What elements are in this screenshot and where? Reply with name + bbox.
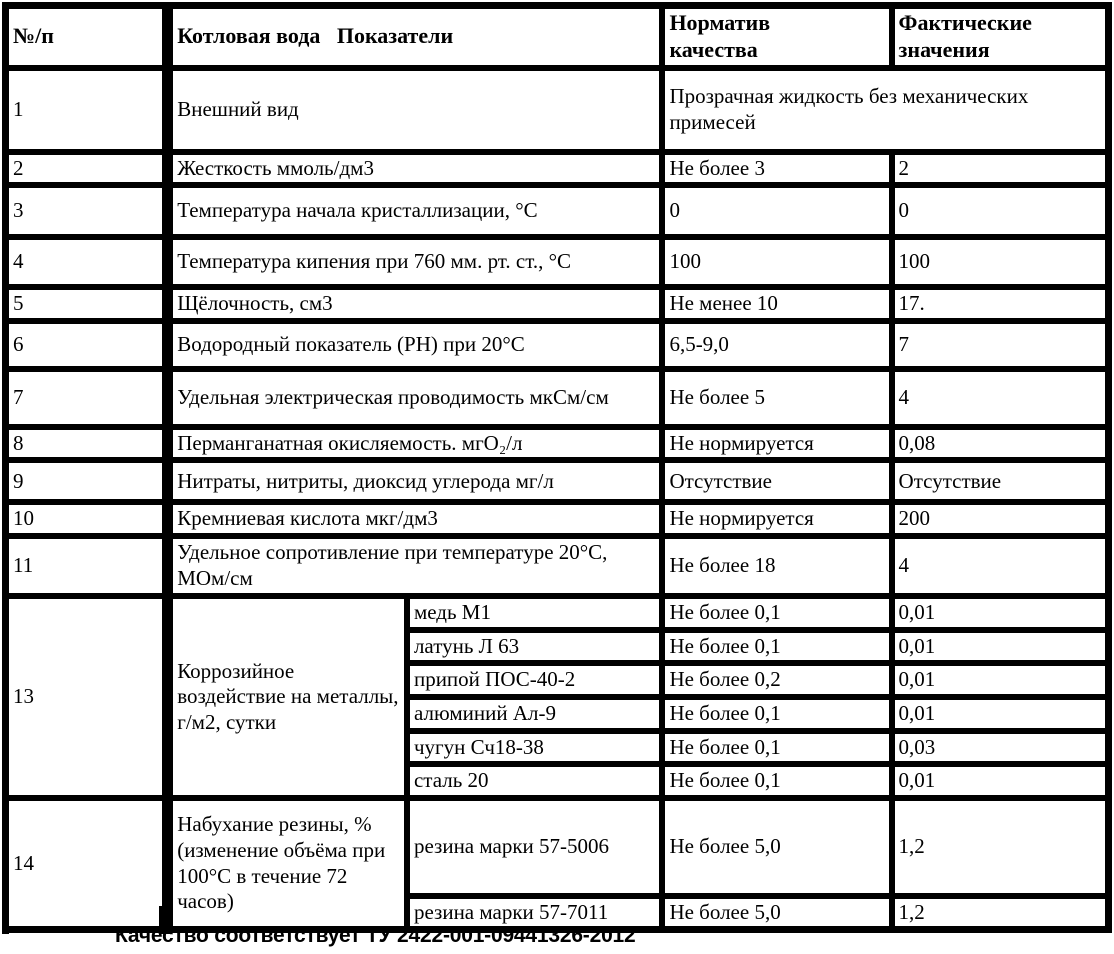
actual-value: 7 [892, 321, 1109, 369]
table-row [6, 536, 1109, 596]
table-row [6, 460, 1109, 502]
row-number: 11 [6, 536, 168, 596]
header-number-column: №/п [6, 6, 168, 68]
table-row [6, 427, 1109, 461]
header-actual-column: Фактические значения [892, 6, 1109, 68]
actual-value: 200 [892, 502, 1109, 536]
indicator-name: Кремниевая кислота мкг/дм3 [168, 502, 663, 536]
table-row [6, 321, 1109, 369]
water-quality-table [2, 2, 1112, 933]
actual-value: 1,2 [892, 896, 1109, 930]
indicator-name: Удельная электрическая проводимость мкСм/см [168, 369, 663, 427]
material-name: чугун Сч18-38 [407, 731, 662, 765]
table-row [6, 369, 1109, 427]
actual-value: Отсутствие [892, 460, 1109, 502]
material-name: латунь Л 63 [407, 630, 662, 664]
quality-norm: 0 [662, 185, 891, 237]
quality-norm: Не нормируется [662, 502, 891, 536]
material-name: медь М1 [407, 596, 662, 630]
row-number: 8 [6, 427, 168, 461]
actual-value: 100 [892, 237, 1109, 287]
quality-norm: Отсутствие [662, 460, 891, 502]
table-row [6, 798, 1109, 896]
row-number: 6 [6, 321, 168, 369]
row-number: 7 [6, 369, 168, 427]
quality-norm: 6,5-9,0 [662, 321, 891, 369]
conformity-note: Качество соответствует ТУ 2422-001-09441326-2012 [115, 924, 636, 947]
actual-value: 2 [892, 152, 1109, 186]
material-name: алюминий Ал-9 [407, 697, 662, 731]
row-number: 13 [6, 596, 168, 798]
indicator-name: Нитраты, нитриты, диоксид углерода мг/л [168, 460, 663, 502]
quality-norm: Не более 0,1 [662, 630, 891, 664]
quality-norm: Не более 0,2 [662, 663, 891, 697]
result-text: Прозрачная жидкость без механических примесей [662, 68, 1108, 152]
actual-value: 0,01 [892, 663, 1109, 697]
actual-value: 0 [892, 185, 1109, 237]
quality-norm: Не более 18 [662, 536, 891, 596]
row-number: 10 [6, 502, 168, 536]
header-indicators-column: Котловая вода Показатели [168, 6, 663, 68]
material-name: резина марки 57-5006 [407, 798, 662, 896]
row-number: 5 [6, 287, 168, 321]
actual-value: 0,08 [892, 427, 1109, 461]
actual-value: 1,2 [892, 798, 1109, 896]
actual-value: 17. [892, 287, 1109, 321]
material-name: припой ПОС-40-2 [407, 663, 662, 697]
table-row [6, 237, 1109, 287]
quality-norm: Не более 0,1 [662, 596, 891, 630]
indicator-group-label: Коррозийное воздействие на металлы, г/м2, сутки [168, 596, 407, 798]
quality-norm: Не нормируется [662, 427, 891, 461]
row-number: 9 [6, 460, 168, 502]
material-name: резина марки 57-7011 [407, 896, 662, 930]
material-name: сталь 20 [407, 764, 662, 798]
indicator-name: Удельное сопротивление при температуре 20°С, МОм/см [168, 536, 663, 596]
table-row [6, 152, 1109, 186]
row-number: 2 [6, 152, 168, 186]
indicator-name: Перманганатная окисляемость. мгО₂/л [168, 427, 663, 461]
actual-value: 0,01 [892, 697, 1109, 731]
table-header-row [6, 6, 1109, 68]
table-row [6, 287, 1109, 321]
table-row [6, 185, 1109, 237]
header-norm-column: Норматив качества [662, 6, 891, 68]
indicator-group-label: Набухание резины, % (изменение объёма при 100°С в течение 72 часов) [168, 798, 407, 930]
row-number: 14 [6, 798, 168, 930]
indicator-name: Внешний вид [168, 68, 663, 152]
quality-norm: Не более 0,1 [662, 731, 891, 765]
actual-value: 4 [892, 369, 1109, 427]
actual-value: 0,01 [892, 596, 1109, 630]
actual-value: 0,01 [892, 630, 1109, 664]
quality-norm: 100 [662, 237, 891, 287]
row-number: 3 [6, 185, 168, 237]
quality-norm: Не более 0,1 [662, 697, 891, 731]
table-row [6, 68, 1109, 152]
quality-norm: Не более 5,0 [662, 896, 891, 930]
row-number: 4 [6, 237, 168, 287]
quality-norm: Не более 5 [662, 369, 891, 427]
indicator-name: Щёлочность, см3 [168, 287, 663, 321]
quality-norm: Не более 3 [662, 152, 891, 186]
quality-norm: Не более 0,1 [662, 764, 891, 798]
actual-value: 4 [892, 536, 1109, 596]
quality-norm: Не более 5,0 [662, 798, 891, 896]
indicator-name: Температура кипения при 760 мм. рт. ст., °С [168, 237, 663, 287]
table-continuation-stub [2, 906, 9, 934]
actual-value: 0,01 [892, 764, 1109, 798]
row-number: 1 [6, 68, 168, 152]
actual-value: 0,03 [892, 731, 1109, 765]
quality-norm: Не менее 10 [662, 287, 891, 321]
indicator-name: Температура начала кристаллизации, °С [168, 185, 663, 237]
indicator-name: Жесткость ммоль/дм3 [168, 152, 663, 186]
indicator-name: Водородный показатель (PH) при 20°С [168, 321, 663, 369]
table-row [6, 502, 1109, 536]
table-row [6, 596, 1109, 630]
